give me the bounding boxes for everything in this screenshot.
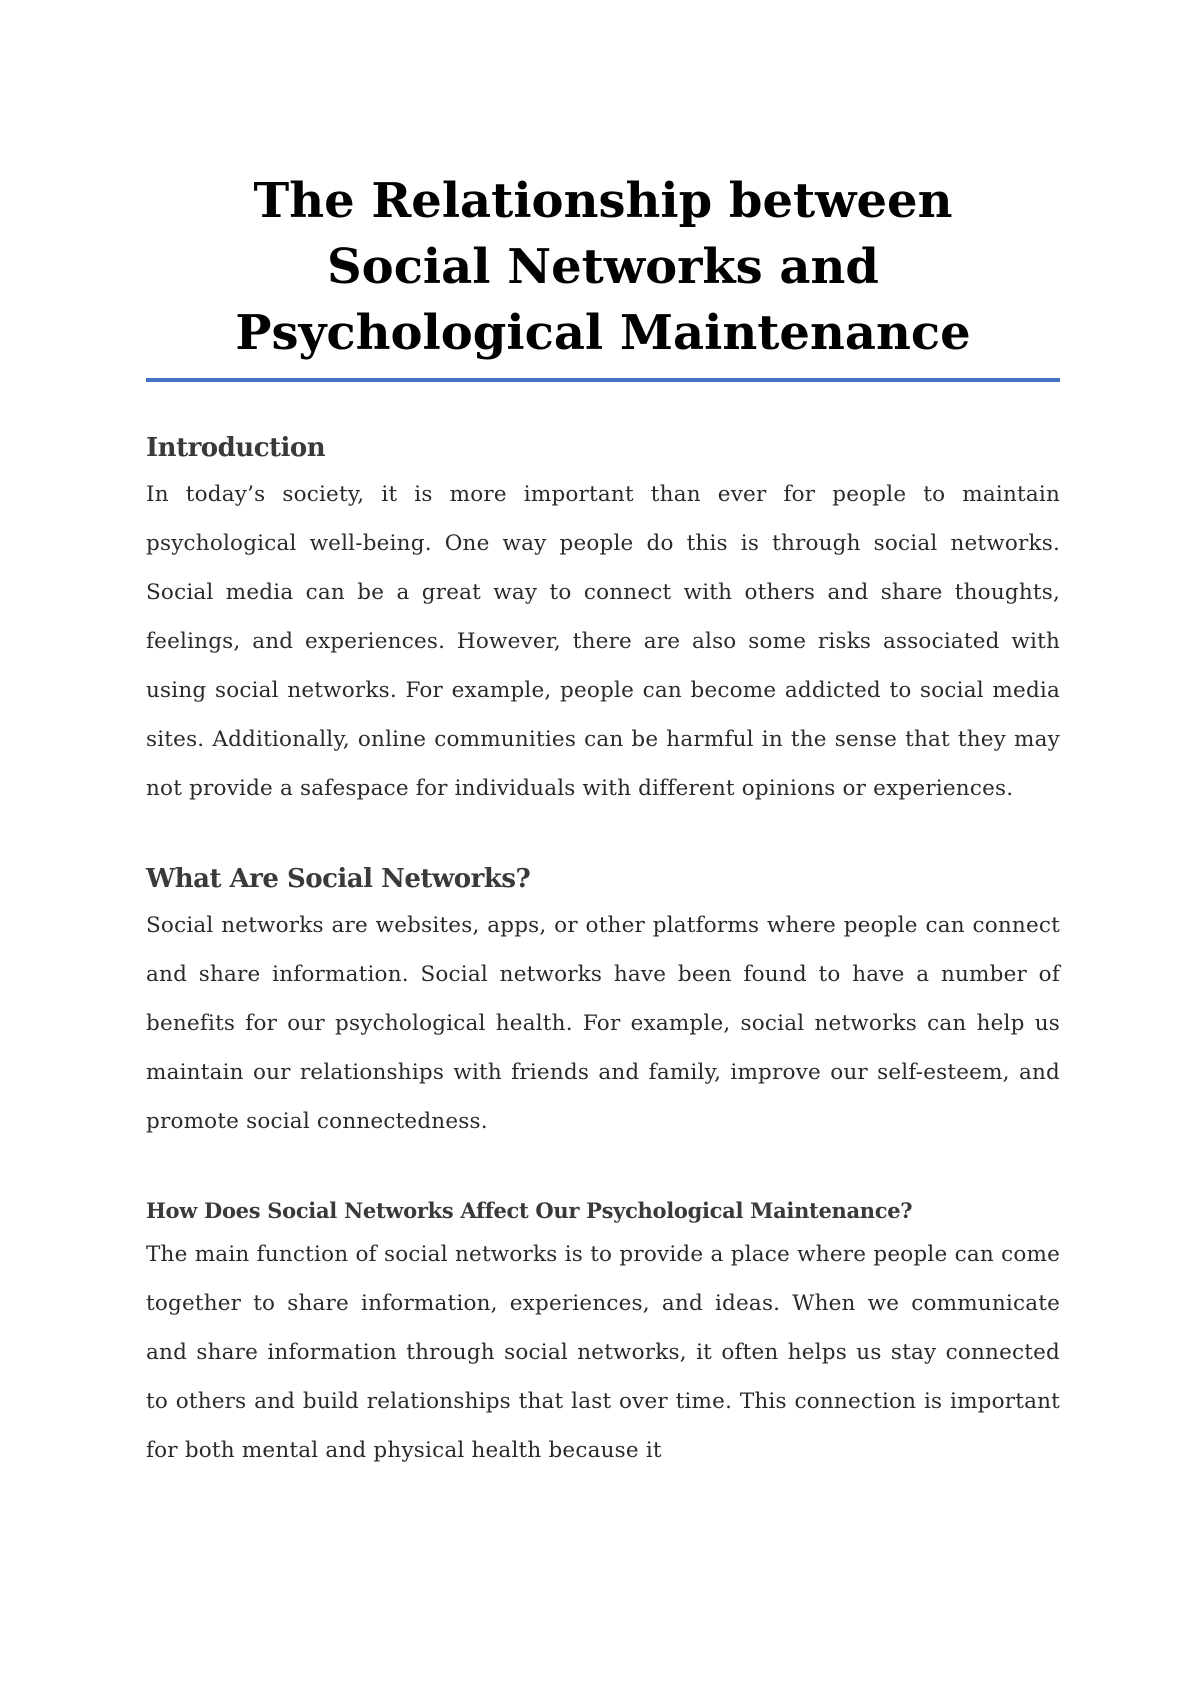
section-body-introduction: In today’s society, it is more important than ever for people to maintain psychological well-being. One way people do this is through social networks. Social media can be a great way to connect with others and share thoughts, feelings, and experiences. However, there are also some risks associated with using social networks. For example, people can become addicted to social media sites. Additionally, online communities can be harmful in the sense that they may not provide a safespace for individuals with different opinions or experiences. [146,482,1060,801]
section-heading-what-are-social-networks: What Are Social Networks? [146,864,531,894]
section-heading-how-does-social-networks-affect: How Does Social Networks Affect Our Psychological Maintenance? [146,1198,913,1223]
document-title: The Relationship between Social Networks and Psychological Maintenance [235,173,971,361]
section-body-how-does-social-networks-affect: The main function of social networks is to provide a place where people can come together to share information, experiences, and ideas. When we communicate and share information through social networks, it often helps us stay connected to others and build relationships that last over time. This connection is important for both mental and physical health because it [146,1242,1060,1463]
document-page [146,168,1060,1475]
section-heading-introduction: Introduction [146,433,326,463]
section-body-what-are-social-networks: Social networks are websites, apps, or other platforms where people can connect and share information. Social networks have been found to have a number of benefits for our psychological health. For example, social networks can help us maintain our relationships with friends and family, improve our self-esteem, and promote social connectedness. [146,913,1060,1134]
title-underline-rule [146,378,1060,382]
